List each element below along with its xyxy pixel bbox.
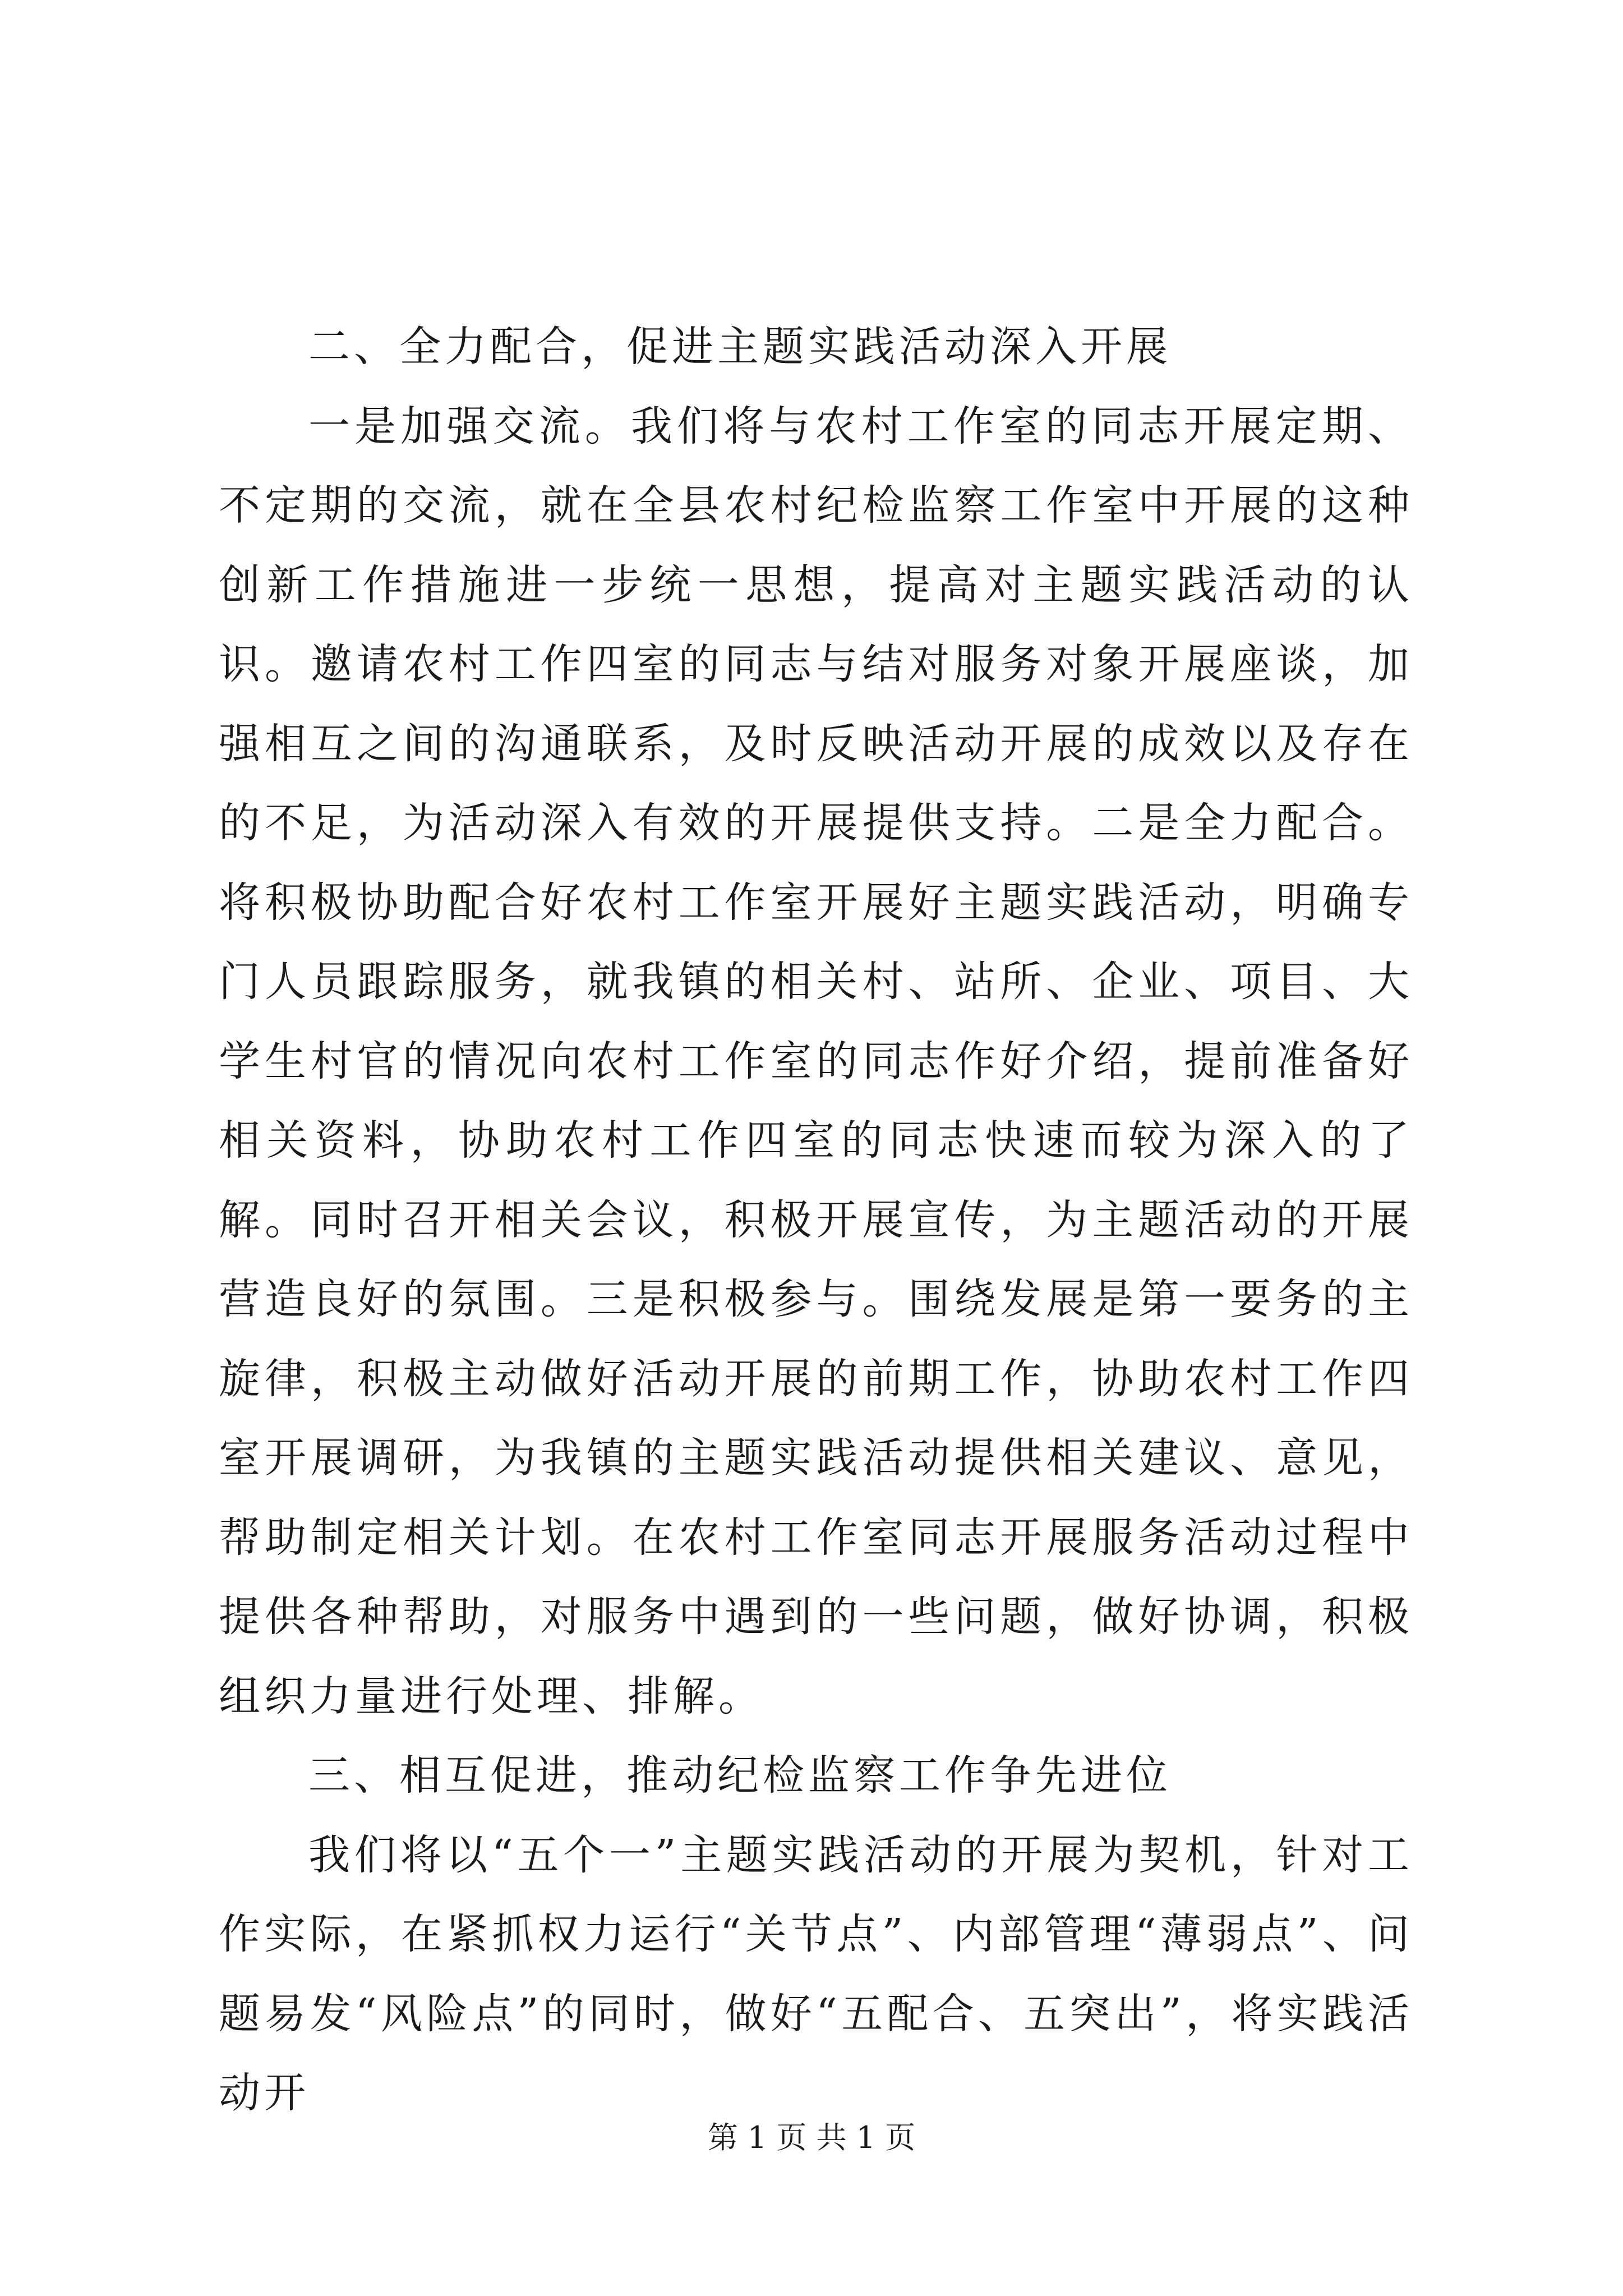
- page-number-footer: 第 1 页 共 1 页: [707, 2120, 916, 2155]
- section-heading-3: 三、相互促进，推动纪检监察工作争先进位: [308, 1751, 1172, 1800]
- body-paragraph: 我们将以“五个一”主题实践活动的开展为契机，针对工作实际，在紧抓权力运行“关节点”、内部管理“薄弱点”、问题易发“风险点”的同时，做好“五配合、五突出”，将实践活动开: [219, 1830, 1413, 2117]
- body-paragraph: 一是加强交流。我们将与农村工作室的同志开展定期、不定期的交流，就在全县农村纪检监察工作室中开展的这种创新工作措施进一步统一思想，提高对主题实践活动的认识。邀请农村工作四室的同志与结对服务对象开展座谈，加强相互之间的沟通联系，及时反映活动开展的成效以及存在的不足，为活动深入有效的开展提供支持。二是全力配合。将积极协助配合好农村工作室开展好主题实践活动，明确专门人员跟踪服务，就我镇的相关村、站所、企业、项目、大学生村官的情况向农村工作室的同志作好介绍，提前准备好相关资料，协助农村工作四室的同志快速而较为深入的了解。同时召开相关会议，积极开展宣传，为主题活动的开展营造良好的氛围。三是积极参与。围绕发展是第一要务的主旋律，积极主动做好活动开展的前期工作，协助农村工作四室开展调研，为我镇的主题实践活动提供相关建议、意见，帮助制定相关计划。在农村工作室同志开展服务活动过程中提供各种帮助，对服务中遇到的一些问题，做好协调，积极组织力量进行处理、排解。: [219, 402, 1413, 1720]
- document-body: [219, 307, 1413, 2133]
- section-heading-2: 二、全力配合，促进主题实践活动深入开展: [308, 323, 1172, 371]
